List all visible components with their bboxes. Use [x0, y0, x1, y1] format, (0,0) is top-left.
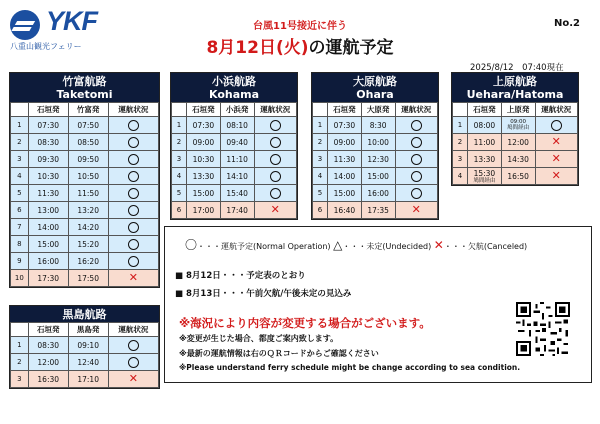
operating-circle-icon — [128, 239, 139, 250]
table-row — [11, 371, 159, 388]
departure-ishigaki: 14:00 — [28, 219, 68, 236]
timetable — [452, 102, 578, 185]
departure-ishigaki: 08:30 — [28, 337, 68, 354]
departure-ishigaki: 10:30 — [28, 168, 68, 185]
departure-ishigaki: 15:00 — [328, 185, 362, 202]
trip-number: 4 — [11, 168, 29, 185]
status-cell — [108, 270, 158, 287]
trip-number: 3 — [313, 151, 328, 168]
operating-circle-icon — [270, 154, 281, 165]
route-header — [312, 73, 438, 102]
route-name-jp: 上原航路 — [493, 75, 537, 88]
departure-island: 07:50 — [68, 117, 108, 134]
route-name-en: Kohama — [208, 88, 260, 101]
trip-number: 2 — [453, 134, 468, 151]
route-name-jp: 大原航路 — [353, 75, 397, 88]
operating-circle-icon — [128, 137, 139, 148]
status-cell — [108, 236, 158, 253]
route-taketomi — [9, 72, 160, 288]
table-row — [453, 134, 578, 151]
route-header — [10, 73, 159, 102]
table-row — [11, 168, 159, 185]
departure-island: 14:30 — [501, 151, 535, 168]
operating-circle-icon — [128, 205, 139, 216]
timetable — [171, 102, 297, 219]
table-row — [11, 236, 159, 253]
table-row — [172, 134, 297, 151]
departure-ishigaki: 13:00 — [28, 202, 68, 219]
trip-number: 6 — [172, 202, 187, 219]
route-header — [452, 73, 578, 102]
departure-time: 15:30 — [473, 168, 496, 178]
departure-ishigaki: 15:00 — [187, 185, 221, 202]
status-cell — [254, 151, 297, 168]
trip-number: 2 — [11, 134, 29, 151]
departure-ishigaki: 09:00 — [328, 134, 362, 151]
canceled-cross-icon: ✕ — [270, 203, 280, 216]
status-cell — [254, 117, 297, 134]
timetable — [10, 322, 159, 388]
status-cell — [254, 134, 297, 151]
trip-number: 3 — [11, 151, 29, 168]
trip-number: 8 — [11, 236, 29, 253]
table-row — [172, 168, 297, 185]
departure-island: 12:00 — [501, 134, 535, 151]
departure-island: 08:10 — [220, 117, 254, 134]
via-note: 鳩間経由 — [507, 125, 530, 131]
route-uehara — [451, 72, 579, 186]
operating-circle-icon — [270, 171, 281, 182]
route-kohama — [170, 72, 298, 220]
status-cell — [108, 354, 158, 371]
qr-code-icon[interactable] — [516, 302, 570, 356]
legend-cross-icon: ✕ — [433, 238, 444, 252]
canceled-cross-icon: ✕ — [128, 372, 138, 385]
status-cell — [395, 202, 438, 219]
status-cell — [108, 337, 158, 354]
trip-number: 9 — [11, 253, 29, 270]
operating-circle-icon — [128, 154, 139, 165]
note-change: ※変更が生じた場合、都度ご案内致します。 — [179, 334, 339, 343]
trip-number: 3 — [11, 371, 29, 388]
status-cell — [535, 117, 578, 134]
departure-island: 17:10 — [68, 371, 108, 388]
operating-circle-icon — [128, 222, 139, 233]
trip-number: 5 — [172, 185, 187, 202]
departure-island: 17:50 — [68, 270, 108, 287]
table-row — [11, 202, 159, 219]
legend-circle-icon: 〇 — [185, 238, 198, 252]
route-name-jp: 黒島航路 — [62, 308, 107, 321]
trip-number: 2 — [172, 134, 187, 151]
status-cell — [108, 168, 158, 185]
status-cell — [108, 253, 158, 270]
notice-box — [164, 226, 592, 383]
column-header — [172, 103, 187, 117]
trip-number: 3 — [172, 151, 187, 168]
route-name-jp: 竹富航路 — [62, 75, 107, 88]
note-qr: ※最新の運航情報は右のＱＲコードからご確認ください — [179, 349, 379, 358]
table-row — [453, 117, 578, 134]
table-row — [313, 134, 438, 151]
status-cell — [395, 168, 438, 185]
route-header — [10, 306, 159, 322]
operating-circle-icon — [411, 137, 422, 148]
table-row — [11, 253, 159, 270]
column-header — [11, 103, 29, 117]
column-header — [313, 103, 328, 117]
table-row — [11, 185, 159, 202]
operating-circle-icon — [411, 154, 422, 165]
route-name-en: Uehara/Hatoma — [466, 88, 564, 101]
table-row — [11, 337, 159, 354]
table-row — [313, 185, 438, 202]
departure-ishigaki: 17:00 — [187, 202, 221, 219]
column-header: 運航状況 — [108, 103, 158, 117]
status-legend — [185, 236, 527, 253]
via-note: 鳩間経由 — [473, 177, 496, 184]
departure-island: 14:20 — [68, 219, 108, 236]
column-header: 黒島発 — [68, 323, 108, 337]
departure-island: 11:50 — [68, 185, 108, 202]
route-header — [171, 73, 297, 102]
column-header: 石垣発 — [28, 323, 68, 337]
column-header: 石垣発 — [28, 103, 68, 117]
departure-island: 12:40 — [68, 354, 108, 371]
departure-ishigaki: 16:40 — [328, 202, 362, 219]
departure-island: 8:30 — [361, 117, 395, 134]
trip-number: 4 — [172, 168, 187, 185]
operating-circle-icon — [128, 171, 139, 182]
departure-ishigaki: 12:00 — [28, 354, 68, 371]
departure-ishigaki: 13:30 — [187, 168, 221, 185]
departure-island: 17:35 — [361, 202, 395, 219]
departure-island — [501, 117, 535, 134]
trip-number: 10 — [11, 270, 29, 287]
trip-number: 2 — [313, 134, 328, 151]
column-header: 竹富発 — [68, 103, 108, 117]
canceled-cross-icon: ✕ — [411, 203, 421, 216]
trip-number: 1 — [172, 117, 187, 134]
trip-number: 4 — [313, 168, 328, 185]
departure-island: 13:20 — [68, 202, 108, 219]
status-cell — [108, 219, 158, 236]
status-cell — [108, 151, 158, 168]
column-header: 運航状況 — [535, 103, 578, 117]
canceled-cross-icon: ✕ — [551, 152, 561, 165]
departure-island: 10:50 — [68, 168, 108, 185]
departure-ishigaki — [468, 168, 502, 185]
operating-circle-icon — [270, 120, 281, 131]
departure-island: 17:40 — [220, 202, 254, 219]
operating-circle-icon — [128, 120, 139, 131]
column-header: 小浜発 — [220, 103, 254, 117]
status-cell — [108, 117, 158, 134]
departure-island: 12:30 — [361, 151, 395, 168]
sea-condition-warning: ※海況により内容が変更する場合がございます。 — [179, 316, 431, 330]
trip-number: 7 — [11, 219, 29, 236]
canceled-cross-icon: ✕ — [128, 271, 138, 284]
legend-cross-text: ・・・欠航(Canceled) — [443, 242, 528, 251]
status-cell — [108, 202, 158, 219]
title-suffix: の運航予定 — [308, 38, 394, 58]
trip-number: 1 — [313, 117, 328, 134]
departure-ishigaki: 09:30 — [28, 151, 68, 168]
table-row — [172, 202, 297, 219]
status-cell — [254, 202, 297, 219]
page-number: No.2 — [554, 18, 580, 29]
operating-circle-icon — [411, 188, 422, 199]
route-name-en: Ohara — [356, 88, 394, 101]
table-row — [172, 151, 297, 168]
legend-circle-text: ・・・運航予定(Normal Operation) — [197, 242, 331, 251]
departure-island: 10:00 — [361, 134, 395, 151]
column-header: 石垣発 — [187, 103, 221, 117]
trip-number: 3 — [453, 151, 468, 168]
departure-ishigaki: 11:00 — [468, 134, 502, 151]
departure-ishigaki: 16:30 — [28, 371, 68, 388]
typhoon-subtitle: 台風11号接近に伴う — [253, 21, 347, 32]
updated-timestamp: 2025/8/12 07:40現在 — [470, 63, 564, 73]
title-date: 8月12日 — [206, 38, 276, 58]
table-row — [313, 168, 438, 185]
departure-island: 16:50 — [501, 168, 535, 185]
column-header — [453, 103, 468, 117]
operating-circle-icon — [411, 120, 422, 131]
departure-island: 16:20 — [68, 253, 108, 270]
column-header: 上原発 — [501, 103, 535, 117]
operating-circle-icon — [128, 188, 139, 199]
departure-ishigaki: 11:30 — [28, 185, 68, 202]
route-name-jp: 小浜航路 — [212, 75, 256, 88]
table-row — [313, 202, 438, 219]
legend-triangle-text: ・・・未定(Undecided) — [342, 242, 432, 251]
operating-circle-icon — [128, 357, 139, 368]
trip-number: 4 — [453, 168, 468, 185]
departure-island: 16:00 — [361, 185, 395, 202]
departure-ishigaki: 13:30 — [468, 151, 502, 168]
departure-island: 09:40 — [220, 134, 254, 151]
table-row — [453, 151, 578, 168]
logo-subtitle: 八重山観光フェリー — [10, 42, 82, 51]
departure-ishigaki: 11:30 — [328, 151, 362, 168]
table-row — [453, 168, 578, 185]
status-cell — [395, 151, 438, 168]
table-row — [313, 151, 438, 168]
trip-number: 1 — [11, 117, 29, 134]
departure-ishigaki: 16:00 — [28, 253, 68, 270]
status-cell — [535, 168, 578, 185]
departure-ishigaki: 15:00 — [28, 236, 68, 253]
trip-number: 6 — [313, 202, 328, 219]
status-cell — [535, 134, 578, 151]
departure-ishigaki: 09:00 — [187, 134, 221, 151]
trip-number: 5 — [11, 185, 29, 202]
route-ohara — [311, 72, 439, 220]
column-header: 石垣発 — [468, 103, 502, 117]
canceled-cross-icon: ✕ — [551, 169, 561, 182]
column-header: 運航状況 — [108, 323, 158, 337]
departure-ishigaki: 08:00 — [468, 117, 502, 134]
operating-circle-icon — [128, 340, 139, 351]
column-header — [11, 323, 29, 337]
operating-circle-icon — [270, 137, 281, 148]
column-header: 運航状況 — [395, 103, 438, 117]
canceled-cross-icon: ✕ — [551, 135, 561, 148]
trip-number: 5 — [313, 185, 328, 202]
table-row — [11, 134, 159, 151]
timetable — [312, 102, 438, 219]
status-cell — [395, 185, 438, 202]
route-kuroshima — [9, 305, 160, 389]
operating-circle-icon — [270, 188, 281, 199]
departure-ishigaki: 17:30 — [28, 270, 68, 287]
departure-island: 15:00 — [361, 168, 395, 185]
table-row — [313, 117, 438, 134]
operating-circle-icon — [551, 120, 562, 131]
departure-island: 09:50 — [68, 151, 108, 168]
status-cell — [395, 117, 438, 134]
departure-ishigaki: 07:30 — [328, 117, 362, 134]
departure-island: 15:20 — [68, 236, 108, 253]
status-cell — [108, 134, 158, 151]
operating-circle-icon — [128, 256, 139, 267]
departure-island: 14:10 — [220, 168, 254, 185]
departure-ishigaki: 07:30 — [187, 117, 221, 134]
note-english: ※Please understand ferry schedule might be change according to sea condition. — [179, 363, 521, 372]
column-header: 運航状況 — [254, 103, 297, 117]
table-row — [11, 151, 159, 168]
trip-number: 6 — [11, 202, 29, 219]
column-header: 大原発 — [361, 103, 395, 117]
departure-island: 08:50 — [68, 134, 108, 151]
table-row — [172, 117, 297, 134]
table-row — [11, 354, 159, 371]
departure-ishigaki: 08:30 — [28, 134, 68, 151]
status-cell — [254, 168, 297, 185]
departure-island: 11:10 — [220, 151, 254, 168]
return-time: 09:00 — [510, 119, 527, 125]
status-cell — [535, 151, 578, 168]
table-row — [11, 117, 159, 134]
status-cell — [108, 185, 158, 202]
title-day: (火) — [275, 38, 309, 58]
departure-ishigaki: 07:30 — [28, 117, 68, 134]
route-name-en: Taketomi — [56, 88, 113, 101]
column-header: 石垣発 — [328, 103, 362, 117]
legend-triangle-icon: △ — [333, 238, 343, 252]
trip-number: 1 — [453, 117, 468, 134]
table-row — [11, 270, 159, 287]
page-title — [0, 33, 600, 58]
status-cell — [254, 185, 297, 202]
table-row — [11, 219, 159, 236]
trip-number: 1 — [11, 337, 29, 354]
operating-circle-icon — [411, 171, 422, 182]
table-row — [172, 185, 297, 202]
notice-aug13: ■ 8月13日・・・午前欠航/午後未定の見込み — [175, 289, 352, 299]
departure-ishigaki: 14:00 — [328, 168, 362, 185]
notice-aug12: ■ 8月12日・・・予定表のとおり — [175, 271, 306, 281]
departure-island: 15:40 — [220, 185, 254, 202]
status-cell — [395, 134, 438, 151]
status-cell — [108, 371, 158, 388]
departure-island: 09:10 — [68, 337, 108, 354]
departure-ishigaki: 10:30 — [187, 151, 221, 168]
logo-text: YKF — [46, 6, 97, 36]
trip-number: 2 — [11, 354, 29, 371]
timetable — [10, 102, 159, 287]
